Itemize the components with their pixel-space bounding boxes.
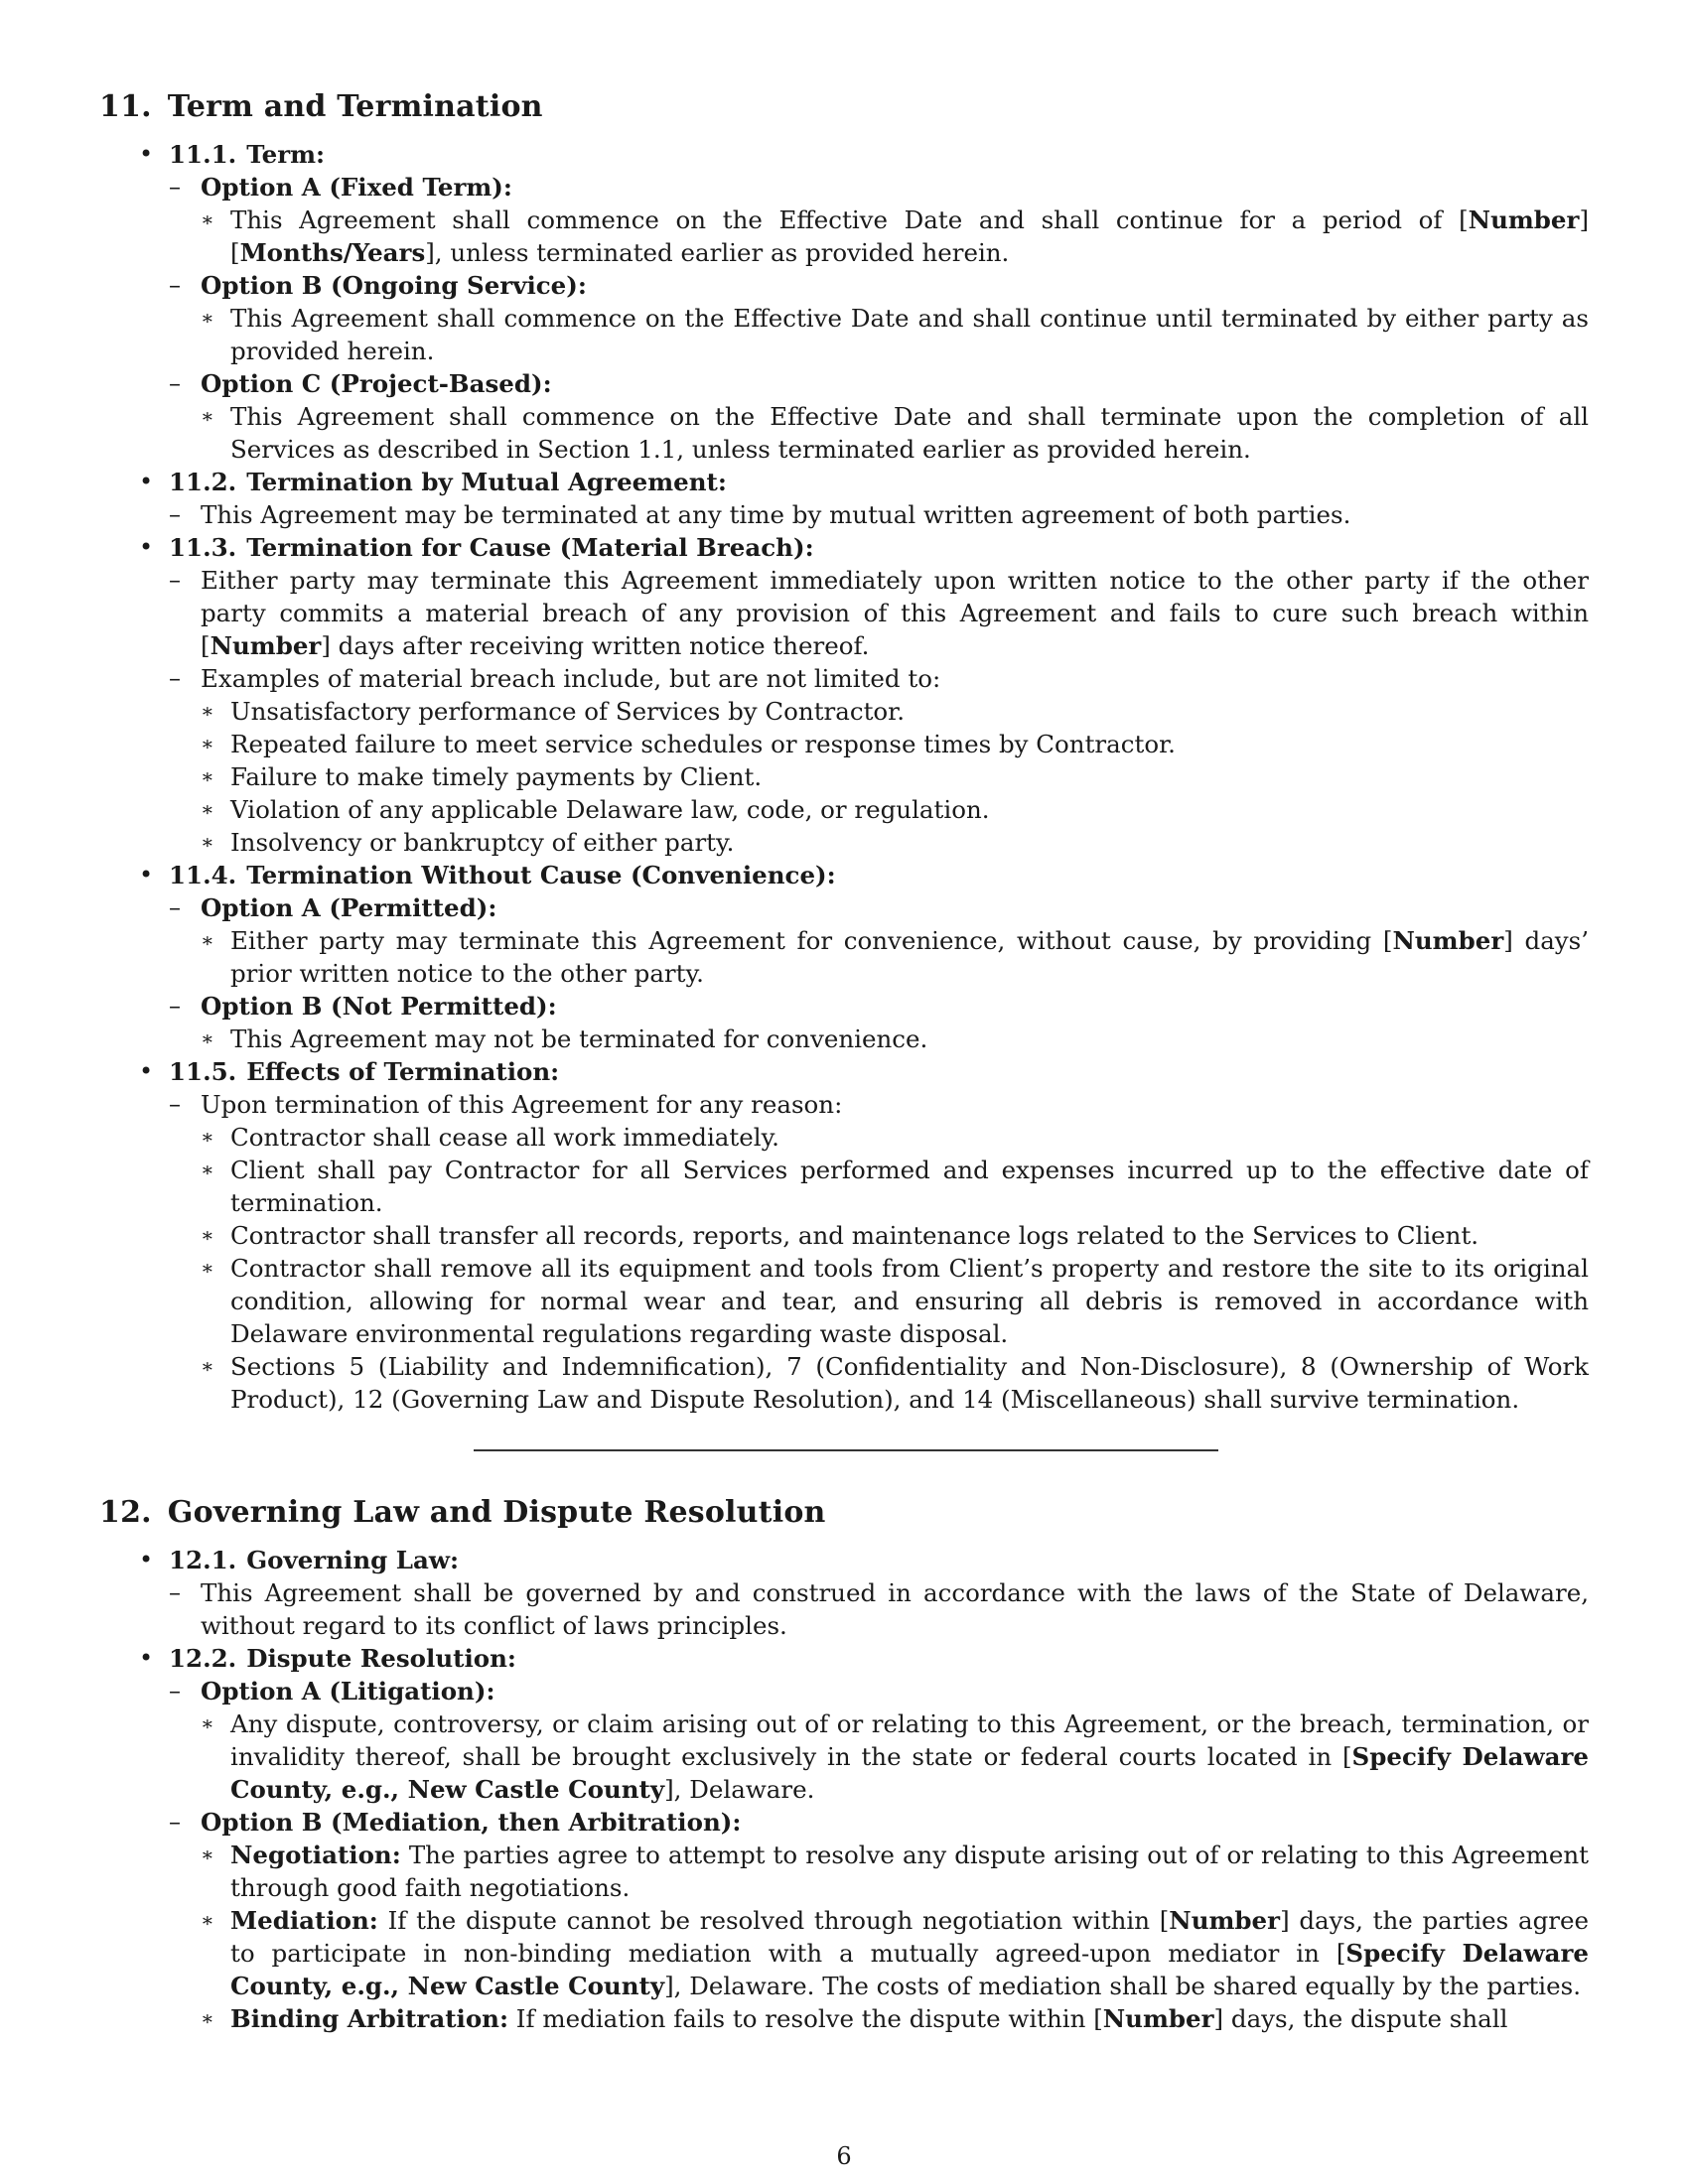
placeholder: Number [210,631,322,660]
text-part: days, the parties agree to participate in non-binding mediation with a mutually agreed-upon mediator in [230,1906,1589,1968]
text-part: days’ prior written notice to the other party. [230,926,1589,988]
section-title: Term and Termination [167,89,543,124]
text-part: This Agreement shall commence on the Effective Date and shall continue for a period of [230,205,1460,234]
example-item [201,760,1589,793]
section-number: 12. [99,1495,152,1530]
clause-text: – This Agreement shall be governed by and construed in accordance with the laws of the State of Delaware, without regard to its conflict of laws principles. [201,1578,1589,1640]
clause-11-2 [99,466,1589,531]
page-number: 6 [836,2142,852,2170]
section-title: Governing Law and Dispute Resolution [167,1495,826,1530]
text-part: If the dispute cannot be resolved through negotiation within [377,1906,1160,1935]
option-label: – Option A (Permitted): [201,893,497,922]
clause-body-list [169,564,1589,859]
example-text: ∗ Insolvency or bankruptcy of either party. [230,828,735,857]
clause-text: – Examples of material breach include, but are not limited to: [201,664,941,693]
option-detail-list [201,302,1589,367]
clause-title: Effects of Termination: [246,1057,560,1086]
clause-heading [169,1544,1589,1576]
document-page [99,89,1589,2035]
option-detail-list [201,924,1589,990]
text-part: Any dispute, controversy, or claim arising out of or relating to this Agreement, or the breach, termination, or invalidity thereof, shall be brought exclusively in the state or federal courts located in [230,1709,1589,1771]
clause-heading [169,466,1589,498]
option-detail [201,1023,1589,1055]
placeholder: Specify Delaware County, e.g., New Castle County [230,1742,1589,1804]
clause-body [169,1576,1589,1642]
text-part: , Delaware. [673,1775,815,1804]
option-label: – Option A (Litigation): [201,1677,495,1706]
effect-text: ∗ Contractor shall cease all work immediately. [230,1123,779,1152]
clause-number: 11.4. [169,861,237,889]
clause-number: 12.2. [169,1644,237,1673]
section-divider [474,1449,1218,1451]
clause-11-1 [99,138,1589,466]
example-item [201,826,1589,859]
option-c [169,367,1589,466]
placeholder: Number [1169,1906,1281,1935]
clause-heading [169,1642,1589,1675]
clause-text: – Upon termination of this Agreement for any reason: [201,1090,843,1119]
clause-body [169,564,1589,662]
example-text: ∗ Repeated failure to meet service schedules or response times by Contractor. [230,730,1176,758]
clause-11-3 [99,531,1589,859]
clause-body-list [169,1576,1589,1642]
step-label: Negotiation: [230,1841,401,1869]
text-part: , Delaware. The costs of mediation shall be shared equally by the parties. [673,1972,1581,2000]
option-detail-list [201,204,1589,269]
clause-title: Term: [246,140,326,169]
clause-title: Termination by Mutual Agreement: [246,468,727,496]
option-text: ∗ This Agreement may not be terminated for convenience. [230,1024,928,1053]
placeholder: Number [1392,926,1504,955]
clause-heading [169,859,1589,891]
text-part: , unless terminated earlier as provided herein. [434,238,1010,267]
option-detail [201,204,1589,269]
option-detail [201,302,1589,367]
clause-heading [169,1055,1589,1088]
option-text: ∗ Either party may terminate this Agreement for convenience, without cause, by providing [Number] days’ prior written notice to the other party. [230,926,1589,988]
option-detail-list [201,400,1589,466]
effect-item [201,1219,1589,1252]
section-12-heading [99,1495,1589,1530]
clause-body-list [169,498,1589,531]
section-number: 11. [99,89,152,124]
example-item [201,695,1589,728]
option-text: ∗ Binding Arbitration: If mediation fails to resolve the dispute within [Number] days, the dispute shall [230,2004,1508,2033]
option-label: – Option B (Not Permitted): [201,992,557,1021]
section-12-list [99,1544,1589,2035]
example-item [201,793,1589,826]
text-part: Either party may terminate this Agreement immediately upon written notice to the other party if the other party commits a material breach of any provision of this Agreement and fails to cure such breach within [201,566,1589,627]
clause-11-5 [99,1055,1589,1416]
option-detail [201,924,1589,990]
effect-item [201,1350,1589,1416]
option-a [169,171,1589,269]
option-text: ∗ Mediation: If the dispute cannot be resolved through negotiation within [Number] days, the parties agree to participate in non-binding mediation with a mutually agreed-upon mediator in [Specify Delaware County, e.g., New Castle County], Delaware. The costs of mediation shall be shared equally by the parties. [230,1906,1589,2000]
clause-heading [169,531,1589,564]
clause-body [169,498,1589,531]
mediation-item [201,1904,1589,2002]
clause-12-2 [99,1642,1589,2035]
section-11-heading [99,89,1589,124]
clause-11-4 [99,859,1589,1055]
option-a [169,891,1589,990]
option-text: ∗ This Agreement shall commence on the Effective Date and shall continue until terminated by either party as provided herein. [230,304,1589,365]
option-list [169,171,1589,466]
option-label: – Option C (Project-Based): [201,369,552,398]
example-item [201,728,1589,760]
step-label: Binding Arbitration: [230,2004,509,2033]
option-text: ∗ This Agreement shall commence on the Effective Date and shall continue for a period of [Number] [Months/Years], unless terminated earlier as provided herein. [230,205,1589,267]
clause-heading [169,138,1589,171]
option-text: ∗ Any dispute, controversy, or claim arising out of or relating to this Agreement, or the breach, termination, or invalidity thereof, shall be brought exclusively in the state or federal courts located in [Specify Delaware County, e.g., New Castle County], Delaware. [230,1709,1589,1804]
negotiation-item [201,1839,1589,1904]
step-label: Mediation: [230,1906,378,1935]
placeholder: Months/Years [239,238,426,267]
placeholder: Number [1468,205,1580,234]
clause-text: – Either party may terminate this Agreement immediately upon written notice to the other party if the other party commits a material breach of any provision of this Agreement and fails to cure such breach within [Number] days after receiving written notice thereof. [201,566,1589,660]
arbitration-item [201,2002,1589,2035]
placeholder: Number [1102,2004,1214,2033]
effects-list [201,1121,1589,1416]
clause-12-1 [99,1544,1589,1642]
examples-list [201,695,1589,859]
example-text: ∗ Violation of any applicable Delaware law, code, or regulation. [230,795,990,824]
text-part: If mediation fails to resolve the dispute within [508,2004,1094,2033]
clause-title: Dispute Resolution: [246,1644,516,1673]
effect-text: ∗ Contractor shall remove all its equipment and tools from Client’s property and restore the site to its original condition, allowing for normal wear and tear, and ensuring all debris is removed in accordance with Delaware environmental regulations regarding waste disposal. [230,1254,1589,1348]
text-part: Either party may terminate this Agreement for convenience, without cause, by providing [230,926,1383,955]
option-detail-list [201,1839,1589,2035]
clause-number: 11.2. [169,468,237,496]
effect-item [201,1252,1589,1350]
option-detail-list [201,1023,1589,1055]
clause-title: Governing Law: [246,1546,460,1574]
placeholder: Specify Delaware County, e.g., New Castle County [230,1939,1589,2000]
effect-text: ∗ Sections 5 (Liability and Indemnification), 7 (Confidentiality and Non-Disclosure), 8 (Ownership of Work Product), 12 (Governing Law and Dispute Resolution), and 14 (Miscellaneous) shall survive termination. [230,1352,1589,1414]
clause-title: Termination for Cause (Material Breach): [246,533,814,562]
option-a [169,1675,1589,1806]
option-label: – Option A (Fixed Term): [201,173,512,202]
clause-body [169,1088,1589,1416]
text-part: The parties agree to attempt to resolve any dispute arising out of or relating to this Agreement through good faith negotiations. [230,1841,1589,1902]
option-label: – Option B (Mediation, then Arbitration): [201,1808,742,1837]
clause-number: 11.3. [169,533,237,562]
option-b [169,990,1589,1055]
option-detail [201,1707,1589,1806]
option-text [230,1839,1589,1904]
clause-number: 11.1. [169,140,237,169]
clause-text: – This Agreement may be terminated at any time by mutual written agreement of both parties. [201,500,1351,529]
effect-item [201,1121,1589,1154]
clause-number: 11.5. [169,1057,237,1086]
option-label: – Option B (Ongoing Service): [201,271,587,300]
option-b [169,1806,1589,2035]
effect-text: ∗ Contractor shall transfer all records, reports, and maintenance logs related to the Services to Client. [230,1221,1479,1250]
effect-item [201,1154,1589,1219]
option-detail-list [201,1707,1589,1806]
effect-text: ∗ Client shall pay Contractor for all Services performed and expenses incurred up to the effective date of termination. [230,1156,1589,1217]
option-detail [201,400,1589,466]
clause-body [169,662,1589,859]
text-part: days, the dispute shall [1223,2004,1508,2033]
clause-title: Termination Without Cause (Convenience): [246,861,836,889]
clause-body-list [169,1088,1589,1416]
section-11-list [99,138,1589,1416]
option-list [169,891,1589,1055]
text-part: days after receiving written notice thereof. [330,631,870,660]
option-list [169,1675,1589,2035]
example-text: ∗ Failure to make timely payments by Client. [230,762,763,791]
option-b [169,269,1589,367]
example-text: ∗ Unsatisfactory performance of Services by Contractor. [230,697,905,726]
clause-number: 12.1. [169,1546,237,1574]
option-text: ∗ This Agreement shall commence on the Effective Date and shall terminate upon the completion of all Services as described in Section 1.1, unless terminated earlier as provided herein. [230,402,1589,464]
